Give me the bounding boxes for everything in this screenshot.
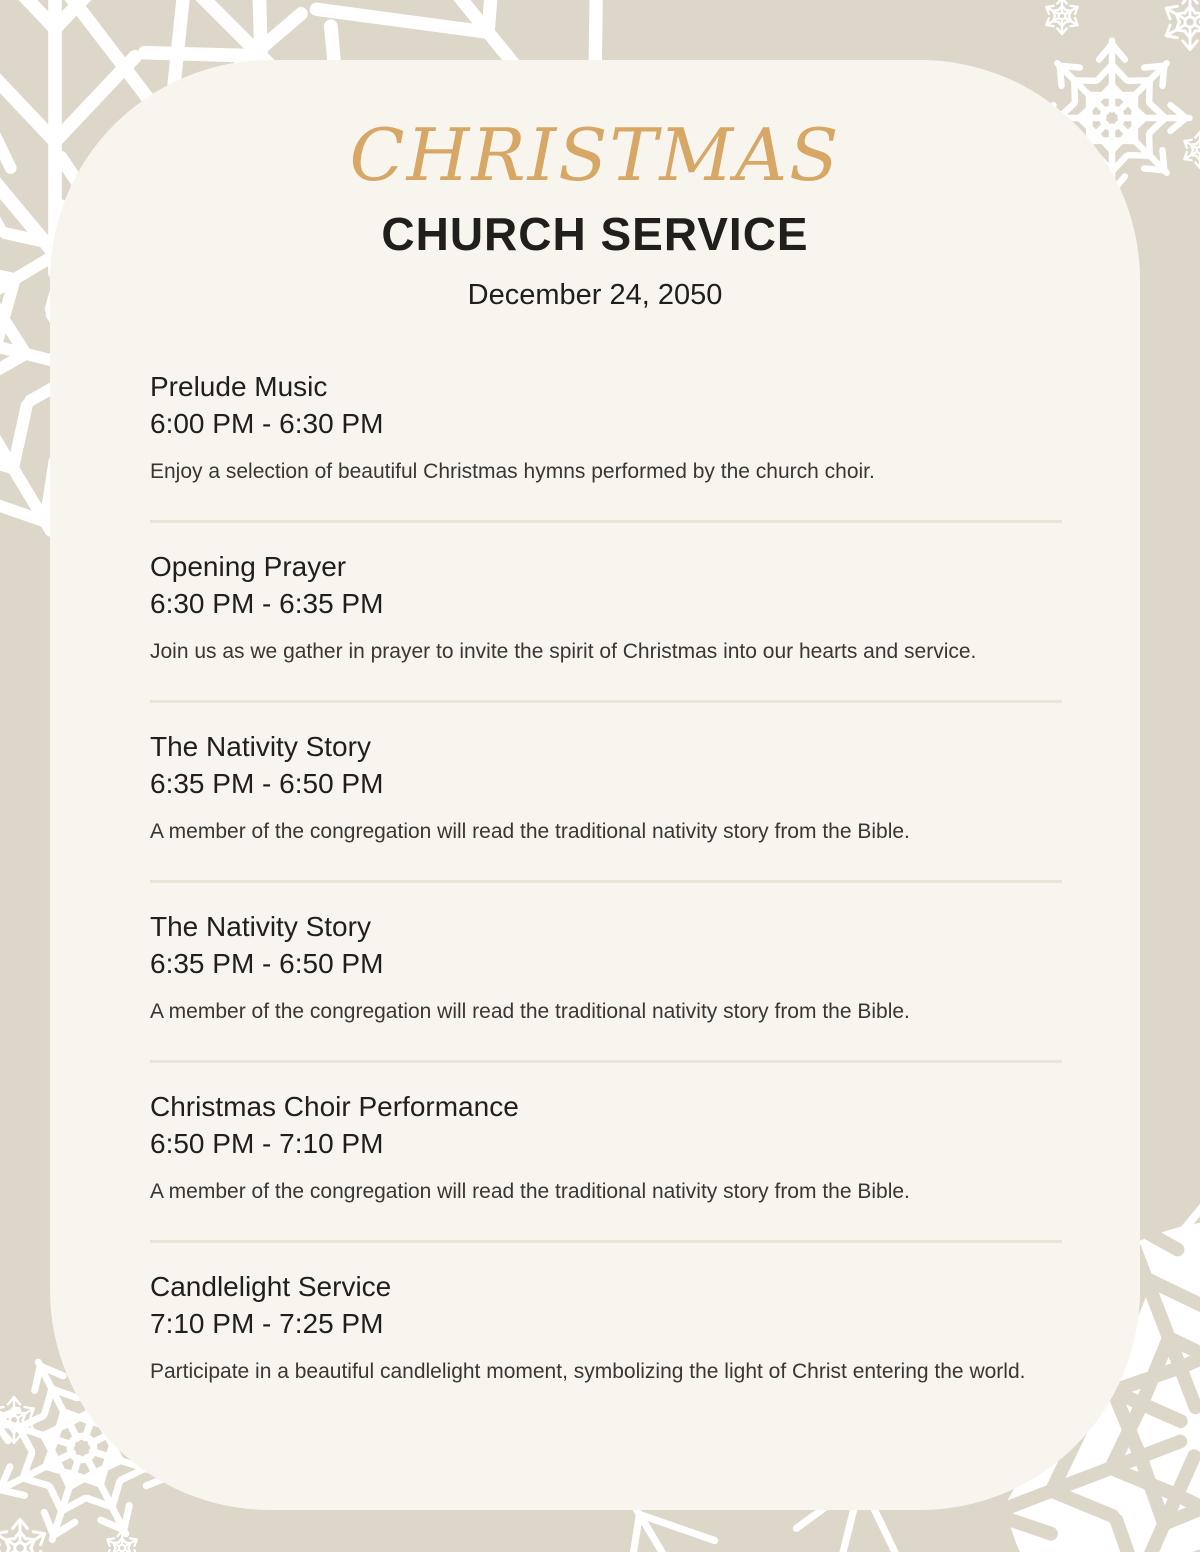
event-title: Opening Prayer: [150, 551, 347, 582]
event-description: Participate in a beautiful candlelight moment, symbolizing the light of Christ entering the world.: [150, 1360, 1026, 1383]
event-description: Join us as we gather in prayer to invite the spirit of Christmas into our hearts and service.: [150, 640, 977, 663]
page-title-script: CHRISTMAS: [349, 113, 841, 197]
event-title: Candlelight Service: [150, 1271, 392, 1302]
event-description: Enjoy a selection of beautiful Christmas hymns performed by the church choir.: [150, 460, 875, 483]
snowflake-icon: [105, 1531, 139, 1552]
event-description: A member of the congregation will read the traditional nativity story from the Bible.: [150, 820, 910, 843]
snowflake-icon: [1044, 0, 1080, 34]
event-date: December 24, 2050: [467, 279, 723, 311]
event-title: Prelude Music: [150, 371, 328, 402]
section-divider: [150, 1060, 1062, 1063]
event-time: 6:35 PM - 6:50 PM: [150, 768, 384, 799]
schedule-list: [50, 368, 1140, 1387]
section-divider: [150, 1240, 1062, 1243]
event-title: Christmas Choir Performance: [150, 1091, 519, 1122]
event-title: The Nativity Story: [150, 731, 371, 762]
schedule-item: [150, 368, 1092, 523]
event-description: A member of the congregation will read the traditional nativity story from the Bible.: [150, 1000, 910, 1023]
snowflake-icon: [0, 1520, 48, 1552]
section-divider: [150, 700, 1062, 703]
event-time: 6:50 PM - 7:10 PM: [150, 1128, 384, 1159]
snowflake-icon: [1163, 0, 1200, 50]
schedule-item: [150, 908, 1092, 1063]
schedule-item: [150, 1088, 1092, 1243]
event-title: The Nativity Story: [150, 911, 371, 942]
program-header: [50, 112, 1140, 312]
event-time: 7:10 PM - 7:25 PM: [150, 1308, 384, 1339]
section-divider: [150, 880, 1062, 883]
event-time: 6:00 PM - 6:30 PM: [150, 408, 384, 439]
event-time: 6:35 PM - 6:50 PM: [150, 948, 384, 979]
program-card: [50, 60, 1140, 1510]
snowflake-icon: [1182, 132, 1200, 168]
section-divider: [150, 520, 1062, 523]
schedule-item: [150, 1268, 1092, 1387]
schedule-item: [150, 548, 1092, 703]
event-description: A member of the congregation will read the traditional nativity story from the Bible.: [150, 1180, 910, 1203]
event-time: 6:30 PM - 6:35 PM: [150, 588, 384, 619]
schedule-item: [150, 728, 1092, 883]
page-title-main: CHURCH SERVICE: [381, 208, 809, 260]
